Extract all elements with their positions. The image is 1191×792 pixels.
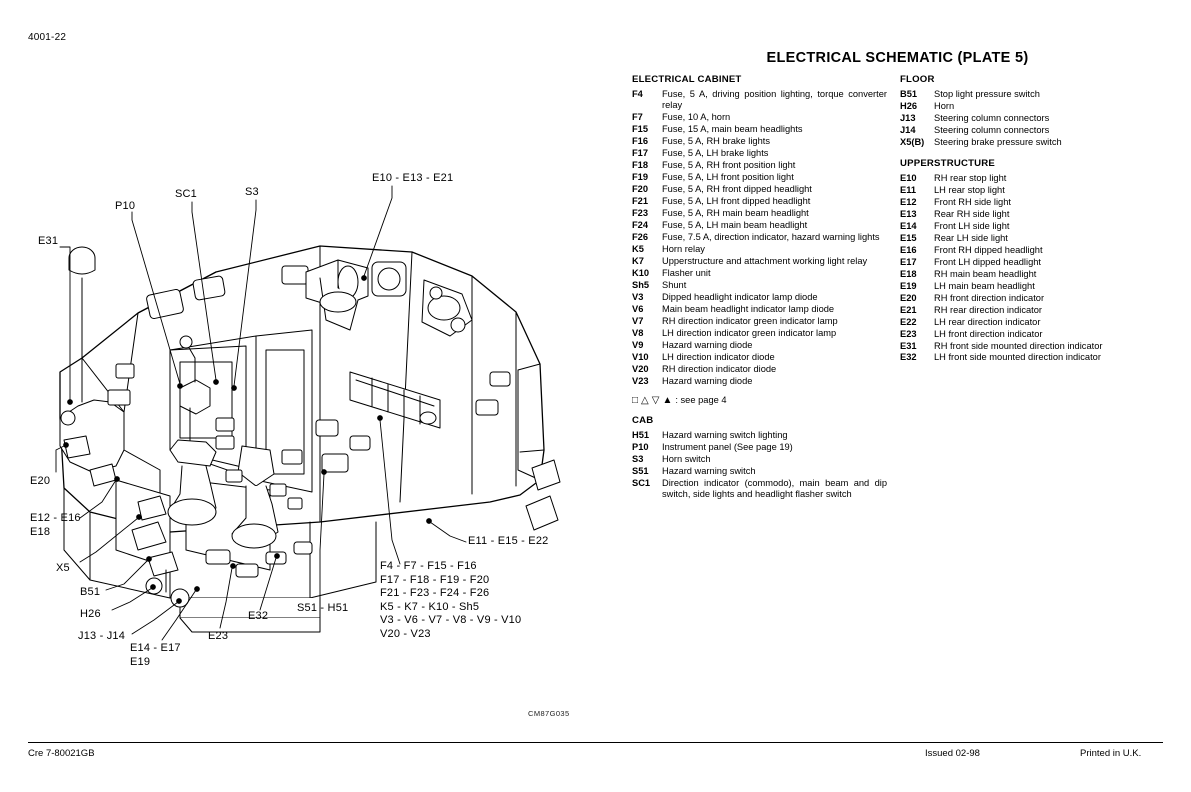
legend-entry bbox=[632, 466, 887, 478]
legend-code: J14 bbox=[900, 124, 916, 135]
callout-e20: E20 bbox=[30, 475, 51, 487]
legend-entry bbox=[900, 101, 1162, 113]
legend-code: V20 bbox=[632, 363, 649, 374]
legend-entry bbox=[632, 244, 887, 256]
legend-entry bbox=[632, 124, 887, 136]
legend-desc: Rear RH side light bbox=[934, 208, 1010, 219]
legend-entry bbox=[900, 113, 1162, 125]
legend-entry bbox=[900, 221, 1162, 233]
legend-entry bbox=[632, 196, 887, 208]
legend-code: V9 bbox=[632, 339, 644, 350]
legend-desc: Hazard warning switch bbox=[662, 465, 756, 476]
symbol-note bbox=[632, 395, 887, 407]
legend-desc: RH rear direction indicator bbox=[934, 304, 1042, 315]
footer-print-location: Printed in U.K. bbox=[1080, 748, 1142, 759]
legend-desc: RH main beam headlight bbox=[934, 268, 1037, 279]
legend-desc: Dipped headlight indicator lamp diode bbox=[662, 291, 818, 302]
legend-desc: LH rear direction indicator bbox=[934, 316, 1041, 327]
legend-code: V3 bbox=[632, 291, 644, 302]
legend-entry bbox=[900, 185, 1162, 197]
legend-desc: Fuse, 5 A, RH main beam headlight bbox=[662, 208, 809, 219]
legend-desc: Fuse, 5 A, LH front dipped headlight bbox=[662, 196, 811, 207]
legend-code: S3 bbox=[632, 453, 644, 464]
legend-code: E15 bbox=[900, 232, 917, 243]
legend-entry bbox=[632, 160, 887, 172]
callout-p10: P10 bbox=[115, 200, 136, 212]
legend-code: K5 bbox=[632, 244, 644, 254]
section-heading-floor: FLOOR bbox=[900, 74, 935, 85]
legend-entry bbox=[632, 89, 887, 112]
legend-desc: RH direction indicator green indicator lamp bbox=[662, 315, 838, 326]
legend-code: H51 bbox=[632, 429, 650, 440]
legend-entry bbox=[632, 340, 887, 352]
legend-desc: Steering column connectors bbox=[934, 112, 1050, 123]
legend-entry bbox=[900, 281, 1162, 293]
footer-divider bbox=[28, 742, 1163, 743]
legend-entry bbox=[632, 172, 887, 184]
legend-entry bbox=[632, 328, 887, 340]
callout-fuse-block: F4 - F7 - F15 - F16 F17 - F18 - F19 - F20 F21 - F23 - F24 - F26 K5 - K7 - K10 - Sh5 V3 - V6 - V7 - V8 - V9 - V10 V20 - V23 bbox=[380, 560, 522, 640]
legend-code: F24 bbox=[632, 220, 649, 231]
footer-issue-date: Issued 02-98 bbox=[925, 748, 980, 759]
legend-desc: Hazard warning switch lighting bbox=[662, 429, 788, 440]
excavator-electrical-layout-diagram bbox=[20, 150, 620, 710]
legend-column-right bbox=[900, 74, 1162, 364]
legend-code: E19 bbox=[900, 280, 917, 291]
legend-entry bbox=[632, 442, 887, 454]
legend-code: E10 bbox=[900, 172, 917, 183]
legend-desc: Fuse, 10 A, horn bbox=[662, 112, 731, 123]
legend-code: E31 bbox=[900, 340, 917, 351]
footer-publication-number: Cre 7-80021GB bbox=[28, 748, 95, 759]
legend-desc: Upperstructure and attachment working light relay bbox=[662, 255, 868, 266]
legend-code: K7 bbox=[632, 255, 644, 266]
legend-code: F15 bbox=[632, 124, 649, 135]
legend-code: E32 bbox=[900, 352, 917, 363]
legend-desc: Horn switch bbox=[662, 453, 711, 464]
legend-entry bbox=[632, 280, 887, 292]
legend-code: F4 bbox=[632, 88, 643, 99]
legend-entry bbox=[900, 137, 1162, 149]
section-heading-cab: CAB bbox=[632, 415, 654, 427]
callout-e10-e13-e21: E10 - E13 - E21 bbox=[372, 172, 454, 184]
legend-code: E13 bbox=[900, 208, 917, 219]
legend-desc: Front LH dipped headlight bbox=[934, 256, 1041, 267]
legend-entry bbox=[900, 352, 1162, 364]
legend-entry bbox=[632, 136, 887, 148]
legend-entry bbox=[900, 173, 1162, 185]
callout-x5: X5 bbox=[56, 562, 70, 574]
legend-desc: LH main beam headlight bbox=[934, 280, 1035, 291]
legend-code: E17 bbox=[900, 256, 917, 267]
legend-entry bbox=[900, 125, 1162, 137]
legend-entry bbox=[900, 317, 1162, 329]
legend-desc: Instrument panel (See page 19) bbox=[662, 441, 793, 452]
legend-code: P10 bbox=[632, 441, 649, 452]
legend-code: X5(B) bbox=[900, 136, 925, 147]
legend-entry bbox=[632, 364, 887, 376]
legend-desc: LH front side mounted direction indicator bbox=[934, 352, 1101, 363]
page-code: 4001-22 bbox=[28, 32, 67, 43]
legend-desc: LH direction indicator green indicator lamp bbox=[662, 327, 837, 338]
callout-e11-e15-e22: E11 - E15 - E22 bbox=[468, 535, 549, 547]
callout-e12-e16-e18: E12 - E16 E18 bbox=[30, 512, 81, 538]
legend-entry bbox=[632, 256, 887, 268]
legend-code: E21 bbox=[900, 304, 917, 315]
legend-entry bbox=[632, 220, 887, 232]
legend-desc: Steering brake pressure switch bbox=[934, 136, 1062, 147]
page-title: ELECTRICAL SCHEMATIC (PLATE 5) bbox=[766, 50, 1029, 66]
legend-code: E16 bbox=[900, 244, 917, 255]
legend-code: F23 bbox=[632, 208, 649, 219]
legend-desc: Fuse, 5 A, RH brake lights bbox=[662, 136, 770, 147]
legend-code: E23 bbox=[900, 328, 917, 339]
symbol-note-text: : see page 4 bbox=[675, 395, 727, 406]
triangle-up-filled-icon: ▲ bbox=[662, 395, 673, 407]
legend-code: J13 bbox=[900, 112, 916, 123]
legend-code: F16 bbox=[632, 136, 649, 147]
legend-code: V8 bbox=[632, 327, 644, 338]
legend-desc: Fuse, 5 A, LH brake lights bbox=[662, 148, 769, 159]
legend-code: F7 bbox=[632, 112, 643, 123]
callout-e23: E23 bbox=[208, 630, 229, 642]
legend-desc: Fuse, 5 A, LH main beam headlight bbox=[662, 220, 808, 231]
legend-entry bbox=[632, 454, 887, 466]
legend-code: F21 bbox=[632, 196, 649, 207]
legend-desc: Horn relay bbox=[662, 244, 705, 254]
legend-code: E18 bbox=[900, 268, 917, 279]
legend-entry bbox=[632, 184, 887, 196]
legend-entry bbox=[632, 376, 887, 388]
legend-desc: Stop light pressure switch bbox=[934, 88, 1040, 99]
callout-e32: E32 bbox=[248, 610, 269, 622]
legend-entry bbox=[900, 233, 1162, 245]
legend-code: F20 bbox=[632, 184, 649, 195]
legend-entry bbox=[632, 268, 887, 280]
legend-code: F26 bbox=[632, 232, 649, 243]
legend-entry bbox=[632, 112, 887, 124]
legend-desc: RH direction indicator diode bbox=[662, 363, 777, 374]
legend-desc: Hazard warning diode bbox=[662, 339, 753, 350]
callout-e31: E31 bbox=[38, 235, 59, 247]
figure-code: CM87G035 bbox=[528, 709, 570, 718]
legend-desc: Fuse, 7.5 A, direction indicator, hazard warning lights bbox=[662, 232, 880, 243]
legend-entry bbox=[900, 329, 1162, 341]
legend-entry bbox=[632, 208, 887, 220]
legend-code: H26 bbox=[900, 100, 918, 111]
legend-code: V6 bbox=[632, 303, 644, 314]
legend-code: E22 bbox=[900, 316, 917, 327]
legend-desc: Fuse, 5 A, driving position lighting, torque converter relay bbox=[662, 88, 887, 111]
legend-desc: Fuse, 15 A, main beam headlights bbox=[662, 124, 803, 135]
legend-code: V10 bbox=[632, 351, 649, 362]
legend-code: E14 bbox=[900, 220, 917, 231]
callout-j13-j14: J13 - J14 bbox=[78, 630, 126, 642]
legend-desc: Front LH side light bbox=[934, 220, 1010, 231]
legend-entry bbox=[632, 232, 887, 244]
legend-column-left bbox=[632, 74, 887, 501]
legend-desc: LH front direction indicator bbox=[934, 328, 1043, 339]
legend-desc: Fuse, 5 A, RH front dipped headlight bbox=[662, 184, 812, 195]
section-heading-electrical-cabinet: ELECTRICAL CABINET bbox=[632, 74, 742, 85]
legend-desc: Horn bbox=[934, 100, 955, 111]
legend-code: S51 bbox=[632, 465, 649, 476]
legend-entry bbox=[632, 478, 887, 501]
legend-entry bbox=[900, 305, 1162, 317]
legend-desc: RH front side mounted direction indicator bbox=[934, 340, 1103, 351]
legend-desc: Flasher unit bbox=[662, 267, 711, 278]
legend-code: E12 bbox=[900, 196, 917, 207]
legend-desc: Front RH dipped headlight bbox=[934, 244, 1043, 255]
callout-s51-h51: S51 - H51 bbox=[297, 602, 349, 614]
legend-desc: Rear LH side light bbox=[934, 232, 1008, 243]
legend-code: F17 bbox=[632, 148, 649, 159]
legend-code: F19 bbox=[632, 172, 649, 183]
callout-sc1: SC1 bbox=[175, 188, 197, 200]
legend-desc: Shunt bbox=[662, 279, 687, 290]
triangle-down-outline-icon: ▽ bbox=[651, 395, 660, 407]
legend-desc: Hazard warning diode bbox=[662, 375, 753, 386]
legend-code: K10 bbox=[632, 267, 650, 278]
legend-code: V23 bbox=[632, 375, 649, 386]
legend-entry bbox=[900, 341, 1162, 353]
legend-entry bbox=[900, 197, 1162, 209]
callout-b51: B51 bbox=[80, 586, 101, 598]
legend-code: B51 bbox=[900, 88, 918, 99]
legend-desc: Main beam headlight indicator lamp diode bbox=[662, 303, 835, 314]
legend-code: V7 bbox=[632, 315, 644, 326]
legend-desc: Steering column connectors bbox=[934, 124, 1050, 135]
legend-entry bbox=[900, 257, 1162, 269]
square-symbol-icon: □ bbox=[632, 395, 639, 407]
legend-desc: Front RH side light bbox=[934, 196, 1011, 207]
callout-e14-e17-e19: E14 - E17 E19 bbox=[130, 642, 181, 668]
triangle-up-outline-icon: △ bbox=[641, 395, 649, 407]
legend-desc: LH rear stop light bbox=[934, 184, 1005, 195]
legend-entry bbox=[632, 304, 887, 316]
legend-code: E20 bbox=[900, 292, 917, 303]
callout-h26: H26 bbox=[80, 608, 101, 620]
legend-code: Sh5 bbox=[632, 279, 650, 290]
legend-code: SC1 bbox=[632, 477, 651, 488]
callout-s3: S3 bbox=[245, 186, 259, 198]
legend-entry bbox=[900, 269, 1162, 281]
legend-entry bbox=[632, 352, 887, 364]
legend-desc: Fuse, 5 A, LH front position light bbox=[662, 172, 794, 183]
legend-entry bbox=[632, 292, 887, 304]
legend-entry bbox=[632, 148, 887, 160]
legend-code: F18 bbox=[632, 160, 649, 171]
legend-entry bbox=[900, 89, 1162, 101]
legend-entry bbox=[900, 245, 1162, 257]
legend-desc: RH rear stop light bbox=[934, 172, 1007, 183]
legend-entry bbox=[632, 316, 887, 328]
legend-entry bbox=[632, 430, 887, 442]
legend-desc: LH direction indicator diode bbox=[662, 351, 775, 362]
legend-desc: Direction indicator (commodo), main beam and dip switch, side lights and headlight flasher switch bbox=[662, 477, 887, 500]
legend-desc: Fuse, 5 A, RH front position light bbox=[662, 160, 796, 171]
legend-entry bbox=[900, 293, 1162, 305]
legend-entry bbox=[900, 209, 1162, 221]
legend-desc: RH front direction indicator bbox=[934, 292, 1045, 303]
section-heading-upperstructure: UPPERSTRUCTURE bbox=[900, 158, 996, 170]
legend-code: E11 bbox=[900, 184, 917, 195]
